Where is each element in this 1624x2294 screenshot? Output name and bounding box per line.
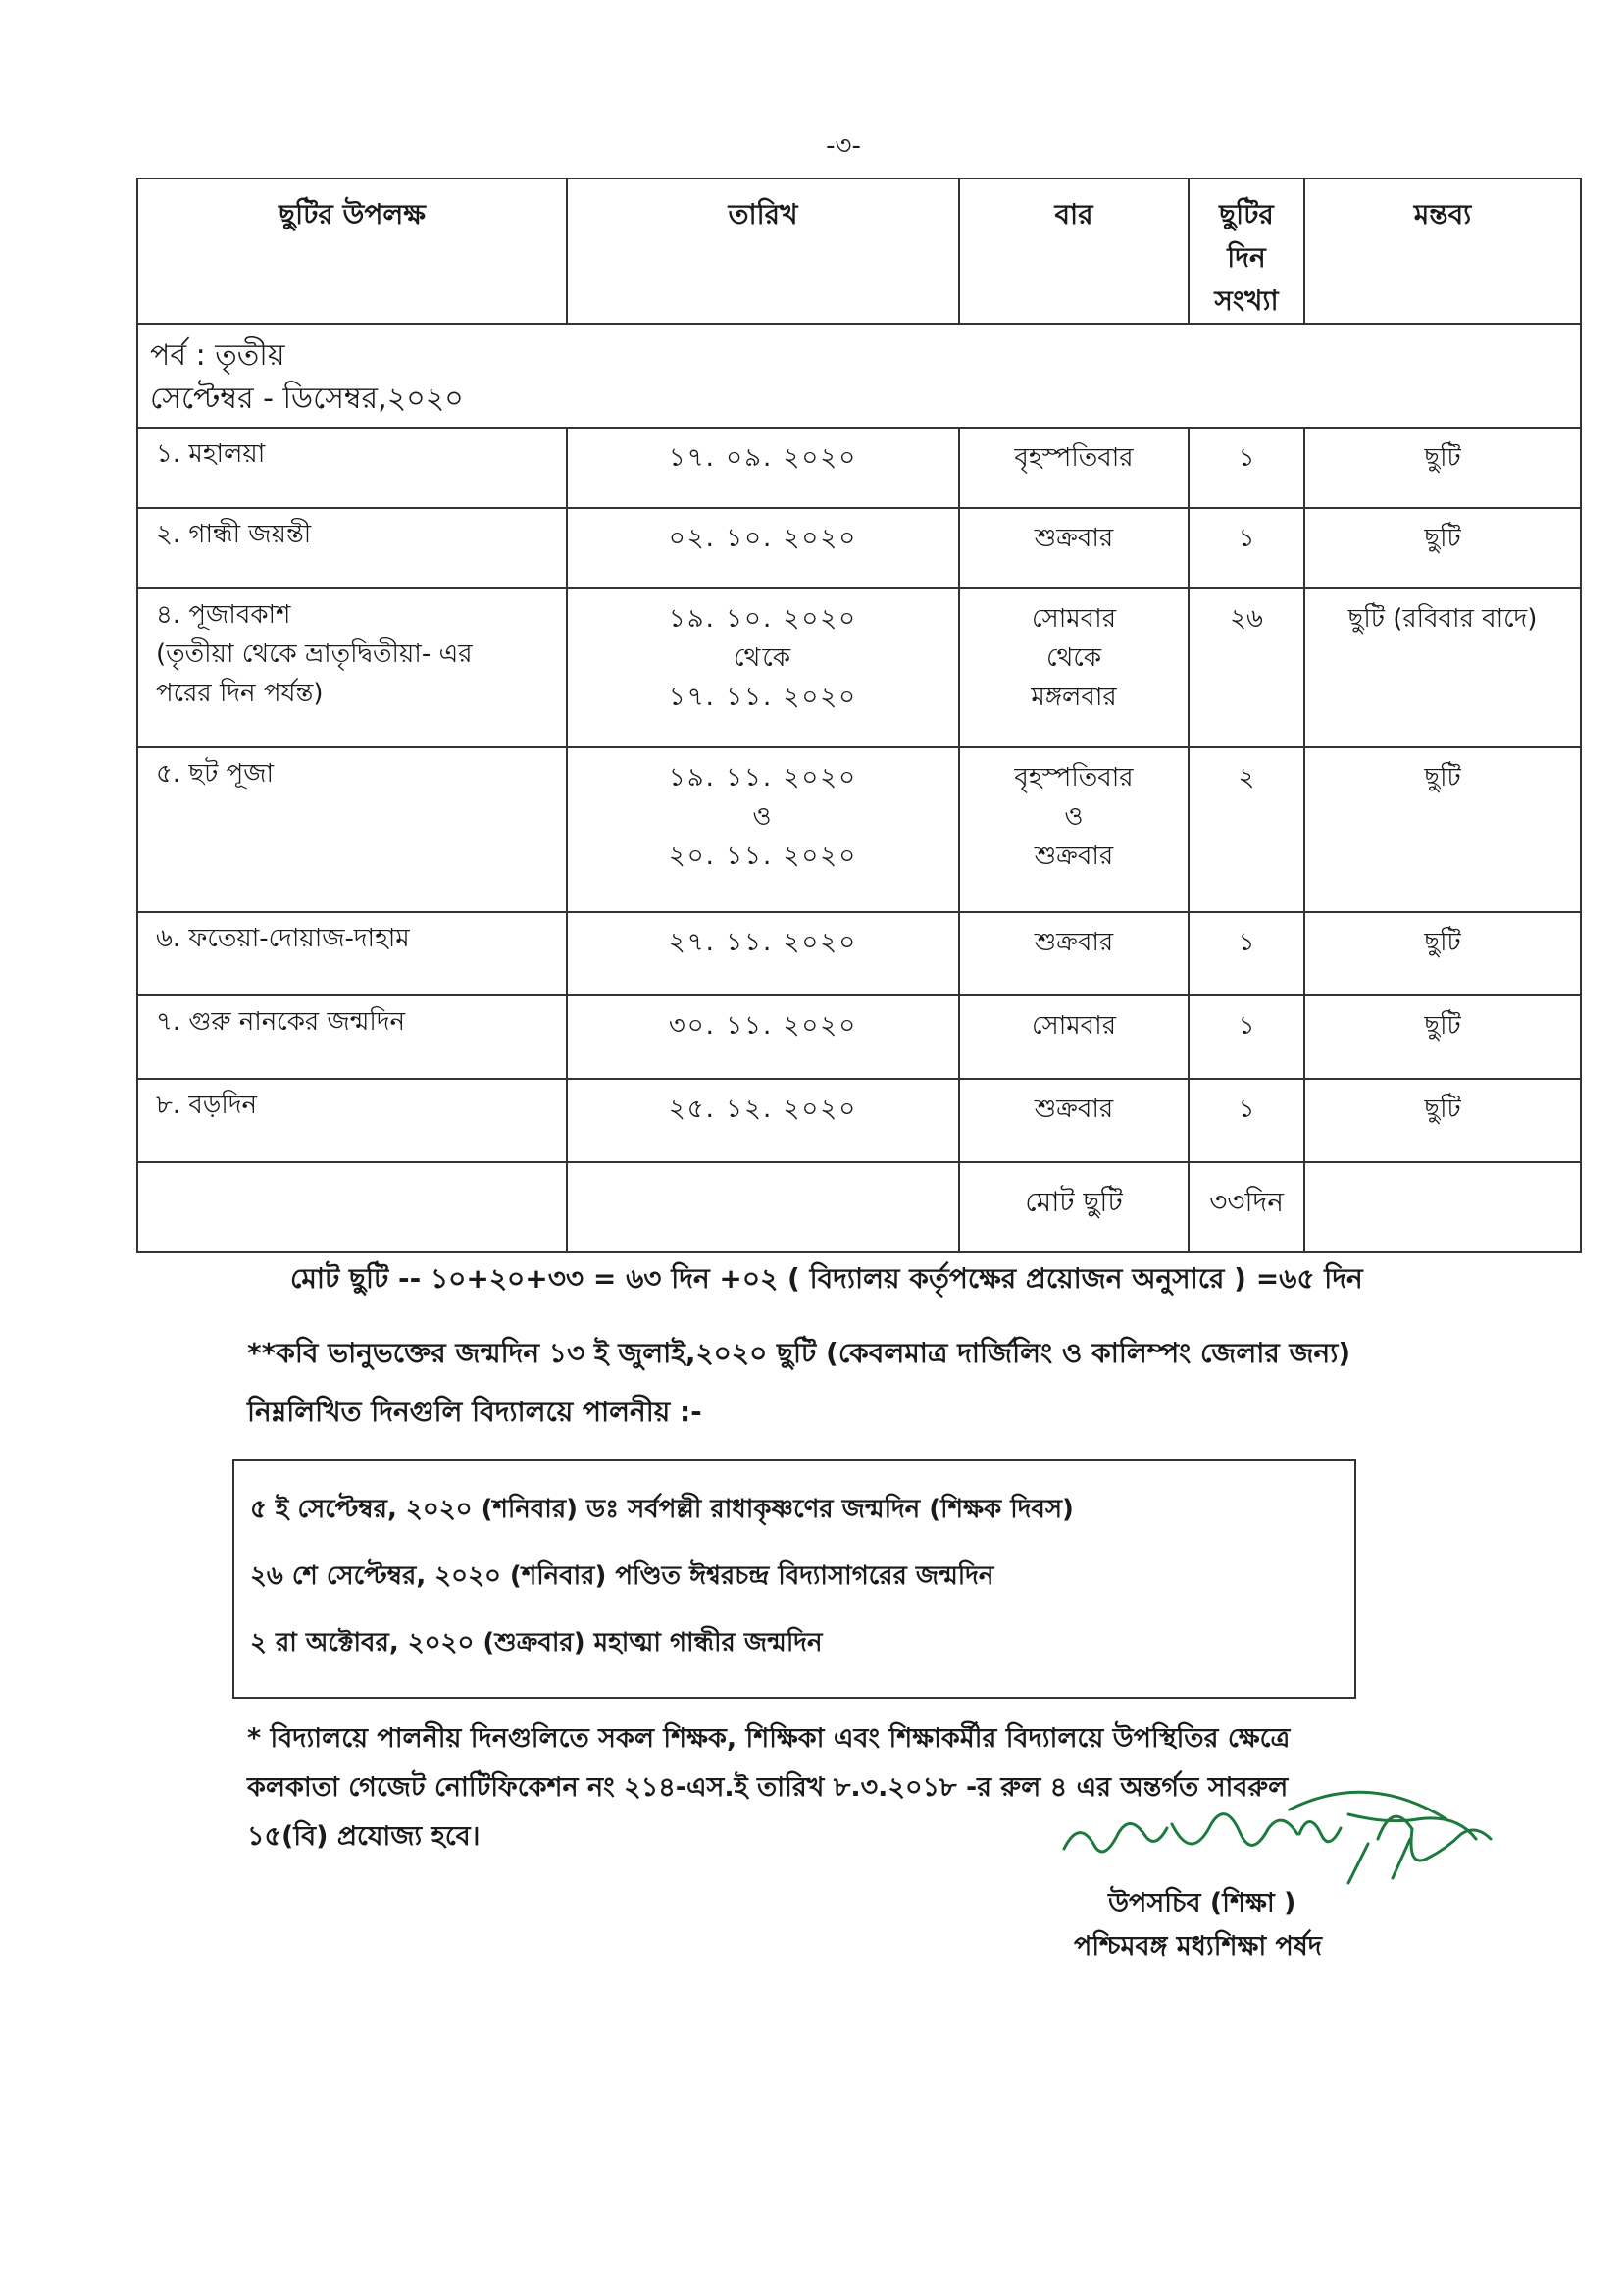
phase-row — [137, 324, 1581, 428]
date-line: ১৯. ১০. ২০২০ — [668, 604, 858, 634]
date-cell — [567, 912, 959, 995]
occasion-line: ৫. ছট পূজা — [156, 759, 275, 789]
day-line: সোমবার — [1031, 1011, 1116, 1041]
occasion-line: ৬. ফতেয়া-দোয়াজ-দাহাম — [156, 924, 410, 953]
observe-day-item: ২ রা অক্টোবর, ২০২০ (শুক্রবার) মহাত্মা গান্ধীর জন্মদিন — [250, 1628, 823, 1657]
occasion-cell — [137, 588, 567, 747]
observe-day-item: ২৬ শে সেপ্টেম্বর, ২০২০ (শনিবার) পণ্ডিত ঈশ্বরচন্দ্র বিদ্যাসাগরের জন্মদিন — [250, 1561, 994, 1591]
footnote: * বিদ্যালয়ে পালনীয় দিনগুলিতে সকল শিক্ষক, শিক্ষিকা এবং শিক্ষাকর্মীর বিদ্যালয়ে উপস্থিতির ক্ষেত্রে কলকাতা গেজেট নোটিফিকেশন নং ২১৪-এস.ই তারিখ ৮.৩.২০১৮ -র রুল ৪ এর অন্তর্গত সাবরুল ১৫(বি) প্রযোজ্য হবে। — [247, 1723, 1291, 1852]
count-cell: ২৬ — [1189, 588, 1304, 747]
occasion-line: ১. মহালয়া — [156, 439, 266, 469]
phase-cell — [137, 324, 1581, 428]
total-empty-cell — [567, 1162, 959, 1252]
day-cell — [959, 1079, 1189, 1162]
table-row — [137, 428, 1581, 508]
signatory-organization: পশ্চিমবঙ্গ মধ্যশিক্ষা পর্ষদ — [1074, 1931, 1322, 1962]
table-row — [137, 912, 1581, 995]
remark-cell: ছুটি (রবিবার বাদে) — [1304, 588, 1581, 747]
total-value: ৩৩দিন — [1189, 1162, 1304, 1252]
count-cell: ১ — [1189, 1079, 1304, 1162]
occasion-line: ২. গান্ধী জয়ন্তী — [156, 520, 312, 549]
date-cell — [567, 995, 959, 1079]
occasion-line: পরের দিন পর্যন্ত) — [156, 679, 324, 708]
occasion-cell — [137, 747, 567, 912]
date-line: ২৭. ১১. ২০২০ — [668, 928, 858, 957]
date-line: ১৭. ১১. ২০২০ — [668, 683, 858, 712]
occasion-line: ৪. পূজাবকাশ — [156, 600, 291, 630]
remark-cell: ছুটি — [1304, 995, 1581, 1079]
page-number: -৩- — [826, 131, 861, 161]
holiday-table — [136, 178, 1582, 1253]
date-line: ২০. ১১. ২০২০ — [668, 841, 858, 871]
total-row — [137, 1162, 1581, 1252]
remark-cell: ছুটি — [1304, 1079, 1581, 1162]
day-line: সোমবার — [1031, 604, 1116, 634]
remark-cell: ছুটি — [1304, 428, 1581, 508]
table-body — [137, 428, 1581, 1162]
signatory-designation: উপসচিব (শিক্ষা ) — [1108, 1888, 1296, 1918]
day-line: শুক্রবার — [1034, 524, 1114, 553]
count-cell: ১ — [1189, 508, 1304, 588]
occasion-line: ৭. গুরু নানকের জন্মদিন — [156, 1007, 406, 1037]
day-line: শুক্রবার — [1034, 928, 1114, 957]
day-cell — [959, 995, 1189, 1079]
count-cell: ১ — [1189, 912, 1304, 995]
special-note: **কবি ভানুভক্তের জন্মদিন ১৩ ই জুলাই,২০২০ ছুটি (কেবলমাত্র দার্জিলিং ও কালিম্পং জেলার জন্য) — [247, 1337, 1351, 1369]
observe-title: নিম্নলিখিত দিনগুলি বিদ্যালয়ে পালনীয় :- — [247, 1396, 702, 1428]
date-cell — [567, 508, 959, 588]
day-cell — [959, 508, 1189, 588]
occasion-cell — [137, 428, 567, 508]
table-header-row — [137, 178, 1581, 324]
day-line: শুক্রবার — [1034, 1095, 1114, 1124]
header-occasion: ছুটির উপলক্ষ — [137, 178, 567, 324]
observe-days-box — [232, 1459, 1356, 1699]
total-label: মোট ছুটি — [959, 1162, 1189, 1252]
day-line: ও — [1064, 802, 1084, 832]
date-line: ১৭. ০৯. ২০২০ — [668, 443, 858, 473]
date-cell — [567, 588, 959, 747]
day-cell — [959, 588, 1189, 747]
date-cell — [567, 428, 959, 508]
day-cell — [959, 428, 1189, 508]
phase-period: সেপ্টেম্বর - ডিসেম্বর,২০২০ — [150, 382, 464, 416]
occasion-line: ৮. বড়দিন — [156, 1091, 258, 1120]
day-line: থেকে — [1045, 643, 1102, 673]
table-row — [137, 995, 1581, 1079]
date-cell — [567, 1079, 959, 1162]
occasion-cell — [137, 912, 567, 995]
day-line: বৃহস্পতিবার — [1014, 763, 1134, 792]
day-line: মঙ্গলবার — [1031, 683, 1117, 712]
occasion-cell — [137, 508, 567, 588]
date-line: থেকে — [733, 643, 793, 673]
occasion-cell — [137, 995, 567, 1079]
header-remarks: মন্তব্য — [1304, 178, 1581, 324]
table-row — [137, 1079, 1581, 1162]
total-empty-cell — [1304, 1162, 1581, 1252]
remark-cell: ছুটি — [1304, 747, 1581, 912]
day-cell — [959, 747, 1189, 912]
phase-title: পর্ব : তৃতীয় — [150, 338, 285, 373]
date-line: ২৫. ১২. ২০২০ — [668, 1095, 858, 1124]
date-line: ৩০. ১১. ২০২০ — [668, 1011, 858, 1041]
header-count: ছুটির দিন সংখ্যা — [1189, 178, 1304, 324]
date-line: ১৯. ১১. ২০২০ — [668, 763, 858, 792]
table-row — [137, 747, 1581, 912]
occasion-cell — [137, 1079, 567, 1162]
count-cell: ১ — [1189, 995, 1304, 1079]
remark-cell: ছুটি — [1304, 912, 1581, 995]
table-row — [137, 588, 1581, 747]
total-empty-cell — [137, 1162, 567, 1252]
occasion-line: (তৃতীয়া থেকে ভ্রাতৃদ্বিতীয়া- এর — [156, 639, 473, 669]
header-day: বার — [959, 178, 1189, 324]
day-line: বৃহস্পতিবার — [1014, 443, 1134, 473]
date-line: ও — [752, 802, 774, 832]
date-line: ০২. ১০. ২০২০ — [668, 524, 858, 553]
count-cell: ২ — [1189, 747, 1304, 912]
observe-day-item: ৫ ই সেপ্টেম্বর, ২০২০ (শনিবার) ডঃ সর্বপল্লী রাধাকৃষ্ণণের জন্মদিন (শিক্ষক দিবস) — [250, 1495, 1074, 1524]
date-cell — [567, 747, 959, 912]
total-summary: মোট ছুটি -- ১০+২০+৩৩ = ৬৩ দিন +০২ ( বিদ্যালয় কর্তৃপক্ষের প্রয়োজন অনুসারে ) =৬৫ দিন — [290, 1262, 1363, 1295]
day-cell — [959, 912, 1189, 995]
header-date: তারিখ — [567, 178, 959, 324]
day-line: শুক্রবার — [1034, 841, 1114, 871]
remark-cell: ছুটি — [1304, 508, 1581, 588]
table-row — [137, 508, 1581, 588]
count-cell: ১ — [1189, 428, 1304, 508]
